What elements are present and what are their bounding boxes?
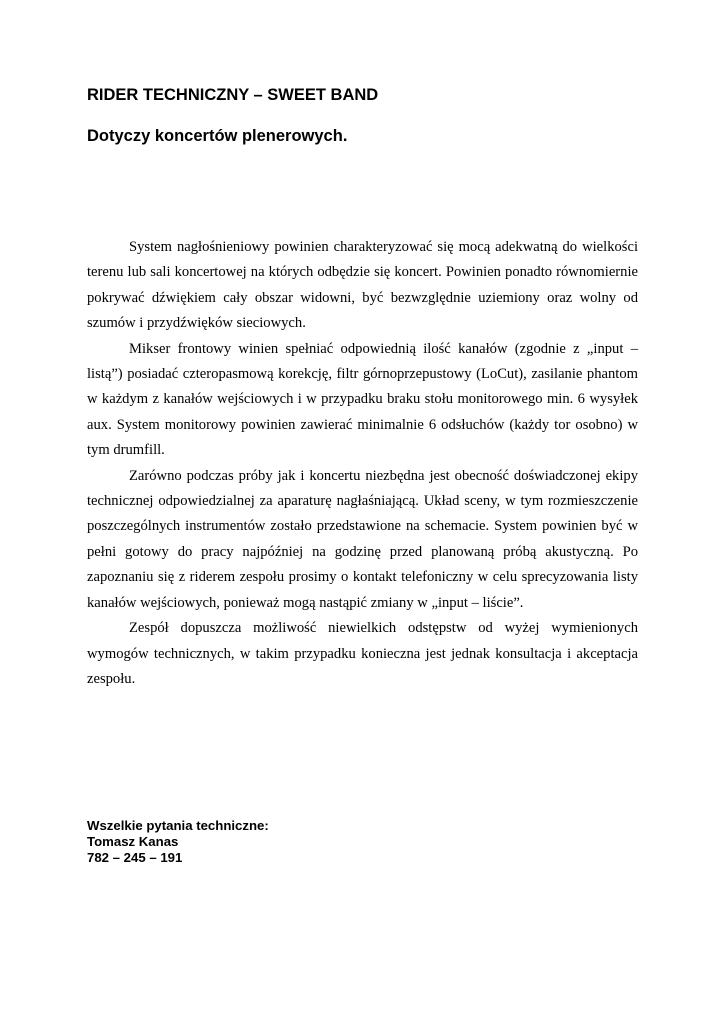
contact-name: Tomasz Kanas [87, 834, 179, 849]
paragraph-crew-and-stage: Zarówno podczas próby jak i koncertu niezbędna jest obecność doświadczonej ekipy technicznej odpowiedzialnej za aparaturę nagłaśniającą. Układ sceny, w tym rozmieszczenie poszczególnych instrumentów zostało przedstawione na schemacie. System powinien być w pełni gotowy do pracy najpóźniej na godzinę przed planowaną próbą akustyczną. Po zapoznaniu się z riderem zespołu prosimy o kontakt telefoniczny w celu sprecyzowania listy kanałów wejściowych, ponieważ mogą nastąpić zmiany w „input – liście”. [87, 467, 638, 611]
contact-block [87, 818, 269, 866]
contact-phone: 782 – 245 – 191 [87, 850, 183, 865]
document-subtitle: Dotyczy koncertów plenerowych. [87, 127, 348, 145]
paragraph-deviations: Zespół dopuszcza możliwość niewielkich odstępstw od wyżej wymienionych wymogów technicznych, w takim przypadku konieczna jest jednak konsultacja i akceptacja zespołu. [87, 620, 638, 687]
paragraph-sound-system: System nagłośnieniowy powinien charakteryzować się mocą adekwatną do wielkości terenu lub sali koncertowej na których odbędzie się koncert. Powinien ponadto równomiernie pokrywać dźwiękiem cały obszar widowni, być bezwzględnie uziemiony oraz wolny od szumów i przydźwięków sieciowych. [87, 239, 638, 332]
paragraph-mixer: Mikser frontowy winien spełniać odpowiednią ilość kanałów (zgodnie z „input – listą”) posiadać czteropasmową korekcję, filtr górnoprzepustowy (LoCut), zasilanie phantom w każdym z kanałów wejściowych i w przypadku braku stołu monitorowego min. 6 wysyłek aux. System monitorowy powinien zawierać minimalnie 6 odsłuchów (każdy tor osobno) w tym drumfill. [87, 340, 638, 459]
document-title: RIDER TECHNICZNY – SWEET BAND [87, 86, 379, 104]
contact-heading: Wszelkie pytania techniczne: [87, 818, 269, 833]
document-body [87, 235, 638, 692]
